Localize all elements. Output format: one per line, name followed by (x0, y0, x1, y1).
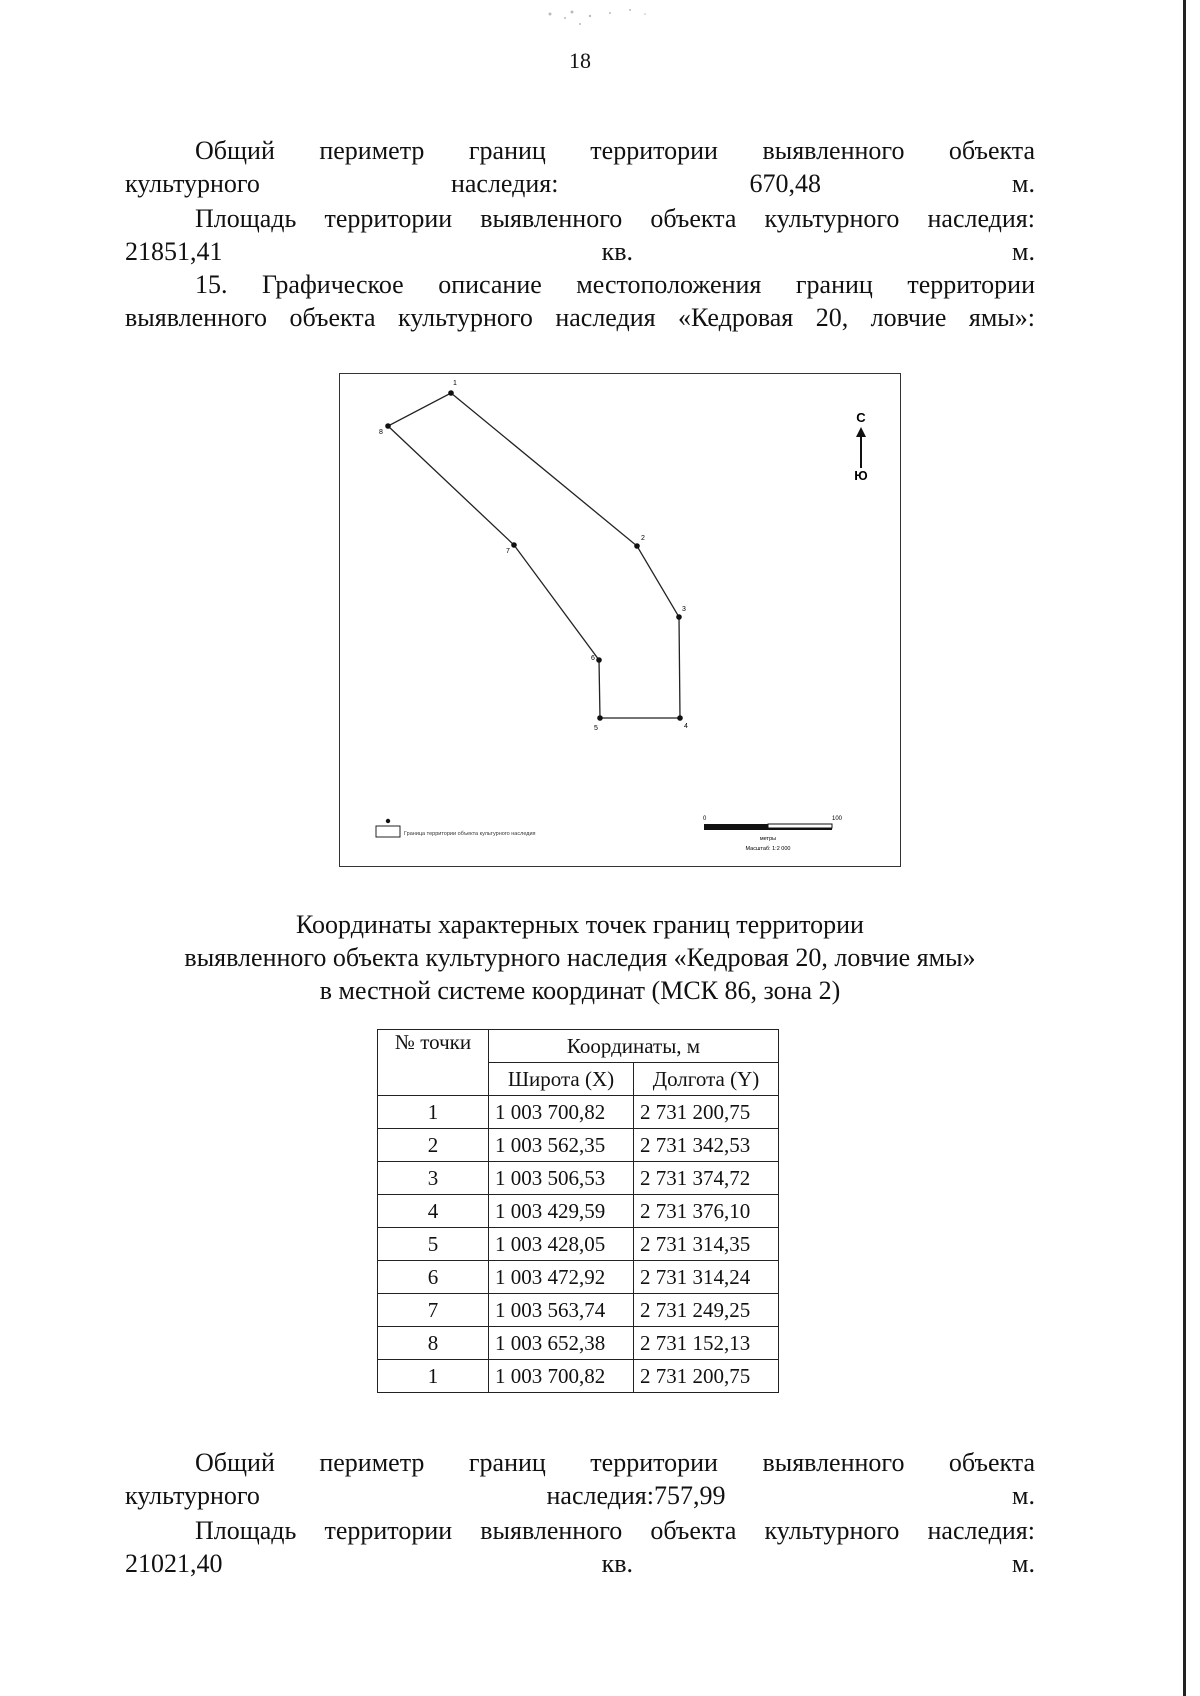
x-coordinate-cell: 1 003 700,82 (489, 1360, 634, 1393)
table-row (378, 1294, 779, 1327)
perimeter-paragraph-2 (125, 1446, 1035, 1512)
paragraph-line: 15. Графическое описание местоположения границ территории (195, 270, 1035, 299)
scale-bar (703, 816, 843, 852)
scan-smudge (520, 4, 670, 32)
x-coordinate-cell: 1 003 429,59 (489, 1195, 634, 1228)
point-number-cell: 4 (378, 1195, 489, 1228)
table-row (378, 1129, 779, 1162)
boundary-point-label: 8 (379, 429, 383, 436)
table-row (378, 1261, 779, 1294)
table-title (0, 908, 1160, 1007)
point-number-cell: 8 (378, 1327, 489, 1360)
y-coordinate-cell: 2 731 342,53 (634, 1129, 779, 1162)
table-title-line: в местной системе координат (МСК 86, зона 2) (319, 976, 841, 1005)
y-coordinate-cell: 2 731 376,10 (634, 1195, 779, 1228)
table-row (378, 1162, 779, 1195)
boundary-point-marker (677, 715, 683, 721)
boundary-map (339, 373, 901, 867)
legend-text: Граница территории объекта культурного наследия (404, 831, 536, 837)
boundary-point-label: 3 (682, 606, 686, 613)
scale-end-label: 100 (832, 816, 843, 822)
point-number-cell: 3 (378, 1162, 489, 1195)
table-row (378, 1327, 779, 1360)
scale-text: Масштаб: 1:2 000 (745, 846, 791, 852)
y-coordinate-cell: 2 731 374,72 (634, 1162, 779, 1195)
y-coordinate-cell: 2 731 314,24 (634, 1261, 779, 1294)
x-coordinate-cell: 1 003 652,38 (489, 1327, 634, 1360)
boundary-point-label: 1 (453, 380, 457, 387)
boundary-point-marker (596, 657, 602, 663)
table-title-line: выявленного объекта культурного наследия «Кедровая 20, ловчие ямы» (184, 943, 976, 972)
boundary-point-marker (385, 423, 391, 429)
paragraph-line: Площадь территории выявленного объекта культурного наследия: (195, 1516, 1035, 1545)
paragraph-line: культурного наследия:757,99 м. (125, 1481, 1035, 1510)
scale-units: метры (759, 836, 777, 842)
y-coordinate-cell: 2 731 200,75 (634, 1360, 779, 1393)
paragraph-line: Общий периметр границ территории выявленного объекта (195, 1448, 1035, 1477)
header-point-number: № точки (378, 1030, 489, 1096)
x-coordinate-cell: 1 003 562,35 (489, 1129, 634, 1162)
y-coordinate-cell: 2 731 249,25 (634, 1294, 779, 1327)
paragraph-line: выявленного объекта культурного наследия «Кедровая 20, ловчие ямы»: (125, 303, 1035, 332)
table-row (378, 1360, 779, 1393)
boundary-point-marker (634, 543, 640, 549)
boundary-point-label: 6 (591, 655, 595, 662)
boundary-point-marker (448, 390, 454, 396)
table-row (378, 1228, 779, 1261)
x-coordinate-cell: 1 003 563,74 (489, 1294, 634, 1327)
y-coordinate-cell: 2 731 200,75 (634, 1096, 779, 1129)
paragraph-line: культурного наследия: 670,48 м. (125, 169, 1035, 198)
table-row (378, 1195, 779, 1228)
x-coordinate-cell: 1 003 472,92 (489, 1261, 634, 1294)
boundary-point-label: 2 (641, 535, 645, 542)
boundary-point-marker (676, 614, 682, 620)
y-coordinate-cell: 2 731 152,13 (634, 1327, 779, 1360)
legend (376, 819, 536, 837)
boundary-point-label: 7 (506, 548, 510, 555)
south-label: Ю (854, 468, 868, 483)
coordinates-table (377, 1029, 779, 1393)
boundary-point-label: 4 (684, 723, 688, 730)
page-number: 18 (569, 48, 591, 73)
boundary-point-marker (597, 715, 603, 721)
paragraph-line: 21021,40 кв. м. (125, 1549, 1035, 1578)
scan-edge-line (1183, 0, 1186, 1696)
header-y: Долгота (Y) (634, 1063, 779, 1096)
north-arrow (854, 410, 867, 483)
y-coordinate-cell: 2 731 314,35 (634, 1228, 779, 1261)
boundary-polygon (388, 393, 680, 718)
area-paragraph-2 (125, 1514, 1035, 1580)
boundary-point-label: 5 (594, 725, 598, 732)
paragraph-line: 21851,41 кв. м. (125, 237, 1035, 266)
perimeter-paragraph-1 (125, 134, 1035, 200)
point-number-cell: 1 (378, 1360, 489, 1393)
section-15-paragraph (125, 268, 1035, 334)
header-x: Широта (X) (489, 1063, 634, 1096)
north-label: С (856, 410, 866, 425)
table-row (378, 1096, 779, 1129)
boundary-map-svg (340, 374, 899, 865)
area-paragraph-1 (125, 202, 1035, 268)
x-coordinate-cell: 1 003 700,82 (489, 1096, 634, 1129)
paragraph-line: Общий периметр границ территории выявленного объекта (195, 136, 1035, 165)
point-number-cell: 2 (378, 1129, 489, 1162)
point-number-cell: 1 (378, 1096, 489, 1129)
paragraph-line: Площадь территории выявленного объекта культурного наследия: (195, 204, 1035, 233)
point-number-cell: 7 (378, 1294, 489, 1327)
x-coordinate-cell: 1 003 506,53 (489, 1162, 634, 1195)
boundary-point-marker (511, 542, 517, 548)
table-title-line: Координаты характерных точек границ территории (296, 910, 864, 939)
header-coordinates: Координаты, м (489, 1030, 779, 1063)
scale-start-label: 0 (703, 816, 707, 822)
point-number-cell: 5 (378, 1228, 489, 1261)
x-coordinate-cell: 1 003 428,05 (489, 1228, 634, 1261)
point-number-cell: 6 (378, 1261, 489, 1294)
